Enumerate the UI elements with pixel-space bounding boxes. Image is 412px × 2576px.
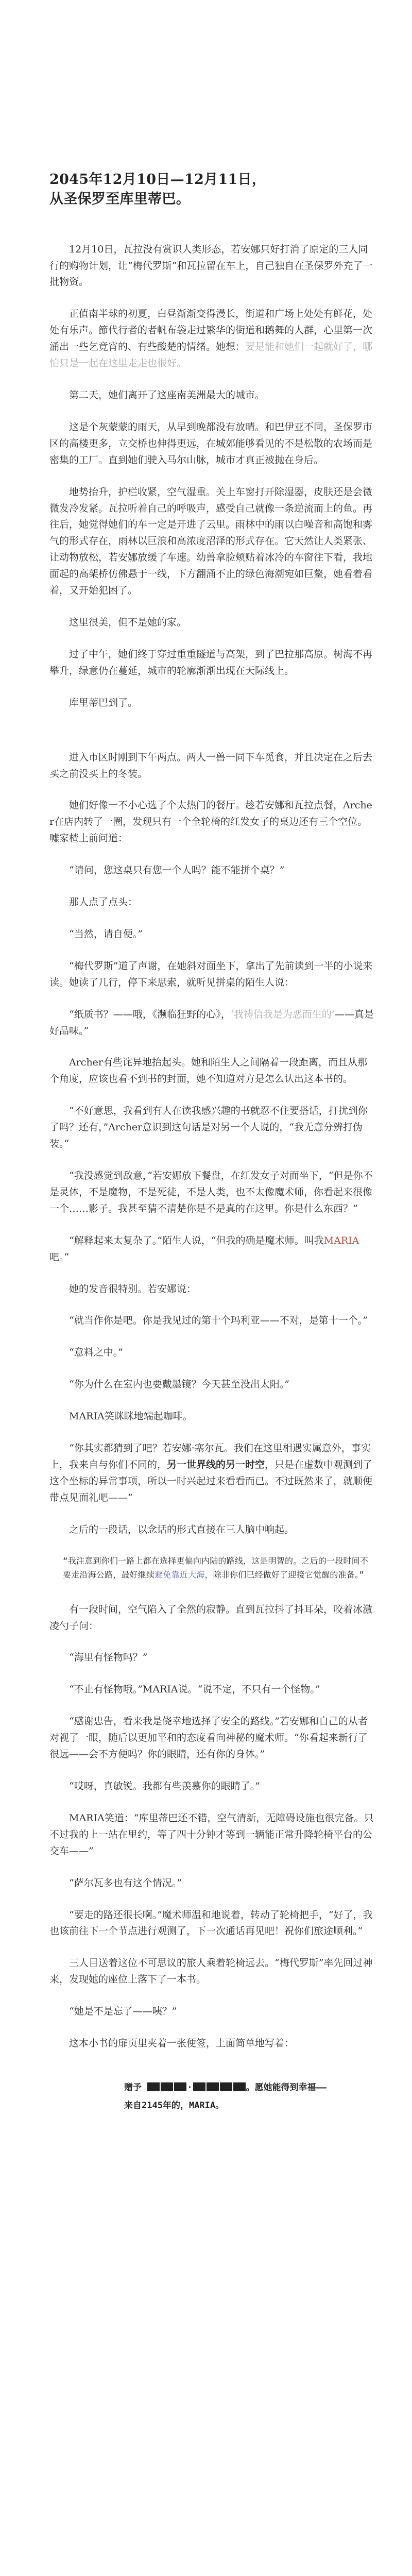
telepathic-message xyxy=(49,1554,375,1582)
dialogue-15: “萨尔瓦多也有这个情况。” xyxy=(69,1877,182,1889)
avoid-sea-highlight: 避免靠近大海 xyxy=(154,1570,205,1580)
paragraph-12: “梅代罗斯”道了声谢，在她斜对面坐下，拿出了先前读到一半的小说来读。她读了几行，停下来思索，就听见拼桌的陌生人说： xyxy=(49,960,373,988)
dialogue-8: “意料之中。” xyxy=(69,1347,123,1359)
signature-line-2: 来自2145年的，MARIA。 xyxy=(124,2100,225,2111)
paragraph-20: 这本小书的扉页里夹着一张便签，上面简单地写着： xyxy=(69,2038,295,2049)
paragraph-10: 她们好像一不小心选了个太热门的餐厅。趁若安娜和瓦拉点餐，Archer在店内转了一圈，发现只有一个全轮椅的红发女子的桌边还有三个空位。嘘家楂上前问道： xyxy=(49,800,372,844)
paragraph-2-thought: 要是能和她们一起就好了，哪怕只是一起在这里走走也很好。 xyxy=(49,341,373,369)
dialogue-10-c: ，只是在虚数中观测到了这个坐标的异常事项，所以一时兴起过来看看而已。不过既然来了，就顺便带点见面礼吧——” xyxy=(49,1459,373,1503)
dialogue-13: “感谢忠告，看来我是侥幸地选择了安全的路线。”若安娜和自己的从者对视了一眼，随后以更加平和的态度看向神秘的魔术师。“你看起来新行了很远——会不方便吗？你的眼睛，还有你的身体。” xyxy=(49,1716,368,1760)
dialogue-17: “她是不是忘了——咦？” xyxy=(69,2006,177,2018)
paragraph-15: MARIA笑眯眯地端起咖啡。 xyxy=(69,1411,193,1422)
paragraph-5: 地势抬升，护栏收紧，空气湿重。关上车窗打开除湿器，皮肤还是会微微发冷发紧。瓦拉听着自己的呼吸声，感受自己就像一条逆流而上的鱼。再往后，她觉得她们的车一定是开进了云里。雨林中的雨以白噪音和高饱和雾气的形式存在，雨林以巨浪和高浓度沼泽的形式存在。它天然让人类紧张、让动物放松，若安娜放缓了车速。幼兽拿脸颊贴着冰冷的车窗往下看，我地面起的高架桥仿佛悬于一线，下方翻涌不止的绿色海潮宛如巨鳌，她看着看着，又开始犯困了。 xyxy=(49,486,373,597)
section-break xyxy=(49,727,375,750)
signature-suffix: 。愿她能得到幸福—— xyxy=(246,2082,327,2093)
dialogue-3-c: ——真是好品味。” xyxy=(49,1008,374,1037)
paragraph-18: MARIA笑道：“库里蒂巴还不错，空气清新，无障碍设施也很完备。只不过我的上一站在里约，等了四十分钟才等到一辆能正常升降轮椅平台的公交车——” xyxy=(49,1812,374,1857)
signature-line-1: 赠予 · 。愿她能得到幸福—— xyxy=(124,2082,327,2093)
paragraph-19: 三人目送着这位不可思议的旅人乘着轮椅远去。“梅代罗斯”率先回过神来，发现她的座位上落下了一本书。 xyxy=(49,1957,373,1986)
paragraph-9: 进入市区时刚到下午两点。两人一兽一同下车觅食，并且决定在之后去买之前没买上的冬装。 xyxy=(49,751,373,779)
paragraph-2 xyxy=(49,306,375,372)
redaction-block-4 xyxy=(193,2082,205,2091)
paragraph-6: 这里很美，但不是她的家。 xyxy=(69,616,187,628)
note-signature xyxy=(49,2079,375,2115)
dialogue-4: “不好意思，我看到有人在读我感兴趣的书就忍不住要搭话，打扰到你了吗？还有，”Archer意识到这句话是对另一个人说的，“我无意分辨打伪装。” xyxy=(49,1105,368,1150)
paragraph-14: 她的发音很特别。若安娜说： xyxy=(69,1283,197,1295)
chapter-title xyxy=(49,170,375,210)
world-line-emphasis: 另一世界线的另一时空 xyxy=(167,1459,265,1470)
redaction-block-2 xyxy=(161,2082,173,2091)
dialogue-6-a: “解释起来太复杂了。”陌生人说，“但我的确是魔术师。叫我 xyxy=(69,1234,324,1246)
dialogue-3 xyxy=(49,1007,375,1040)
chapter-title-line-2: 从圣保罗至库里蒂巴。 xyxy=(49,191,190,208)
dialogue-7: “就当作你是吧。你是我见过的第十个玛利亚——不对，是第十一个。” xyxy=(69,1315,368,1327)
redaction-block-3 xyxy=(174,2082,186,2091)
redaction-block-1 xyxy=(147,2082,160,2091)
book-quote: ‘我祷信我是为恶而生的’ xyxy=(230,1008,335,1020)
paragraph-11: 那人点了点头： xyxy=(69,896,138,908)
paragraph-3: 第二天，她们离开了这座南美洲最大的城市。 xyxy=(69,389,265,401)
dialogue-14: “哎呀，真敏锐。我都有些羡慕你的眼睛了。” xyxy=(69,1780,260,1792)
dialogue-3-a: “纸质书？——哦，《濒临狂野的心》， xyxy=(69,1008,231,1020)
dialogue-16: “要走的路还很长啊。”魔术师温和地说着，转动了轮椅把手，“好了，我也该前往下一个节点进行观测了，下一次通话再见吧！祝你们旅途顺利。” xyxy=(49,1909,373,1937)
dialogue-6 xyxy=(49,1233,375,1266)
dialogue-5: “我没感觉到敌意，”若安娜放下餐盘，在红发女子对面坐下，“但是你不是灵体，不是魔物，不是死徒，不是人类，也不太像魔术师，你看起来很像一个……影子。我甚至猜不清楚你是不是真的在这里。你是什么东西？” xyxy=(49,1170,373,1214)
dialogue-10 xyxy=(49,1440,375,1506)
dialogue-10-a: “你其实都猜到了吧？若安娜·塞尔瓦。我们在这里相遇实属意外，事实上，我来自与你们不同的， xyxy=(49,1443,371,1470)
signature-prefix: 赠予 xyxy=(124,2082,142,2093)
dialogue-1: “请问，您这桌只有您一个人吗？能不能拼个桌？” xyxy=(69,865,285,876)
maria-name-highlight: MARIA xyxy=(323,1234,359,1246)
dialogue-6-c: 吧。” xyxy=(49,1251,70,1263)
dialogue-11: “海里有怪物吗？” xyxy=(69,1652,148,1664)
dialogue-12: “不止有怪物哦。”MARIA说。“说不定，不只有一个怪物。” xyxy=(69,1684,320,1696)
redaction-block-7 xyxy=(233,2082,246,2091)
paragraph-4: 这是个灰蒙蒙的雨天，从早到晚都没有放晴。和巴伊亚不同，圣保罗市区的高楼更多，立交桥也伸得更远，在城郊能够看见的不是松散的农场而是密集的工厂。直到她们驶入马尔山脉，城市才真正被抛在身后。 xyxy=(49,421,373,466)
paragraph-17: 有一段时间，空气陷入了全然的寂静。直到瓦拉抖了抖耳朵，咬着冰激凌勺子问： xyxy=(49,1603,373,1632)
dialogue-2: “当然，请自便。” xyxy=(69,928,143,940)
paragraph-7: 过了中午，她们终于穿过重重隧道与高架，到了巴拉那高原。树海不再攀升，绿意仍在蔓延，城市的轮廓渐渐出现在天际线上。 xyxy=(49,648,373,676)
redaction-block-5 xyxy=(207,2082,219,2091)
dialogue-9: “你为什么在室内也要戴墨镜？今天甚至没出太阳。” xyxy=(69,1379,289,1391)
paragraph-13: Archer有些诧异地抬起头。她和陌生人之间隔着一段距离，而且从那个角度，应该也看不到书的封面，她不知道对方是怎么认出这本书的。 xyxy=(49,1057,368,1085)
paragraph-8: 库里蒂巴到了。 xyxy=(69,697,138,708)
telepathic-message-a: “我注意到你们一路上都在选择更偏向内陆的路线，这是明智的。之后的一段时间不要走沿海公路，最好继续 xyxy=(63,1555,369,1580)
chapter-title-line-1: 2045年12月10日—12月11日， xyxy=(49,172,266,188)
paragraph-2-main: 正值南半球的初夏，白昼渐渐变得漫长，街道和广场上处处有鲜花，处处有乐声。節代行者的者帆布袋走过繁华的街道和鹅舞的人群，心里第一次涌出一些乞竟宵的、有些酸楚的情绪。她想： xyxy=(49,308,373,353)
paragraph-1: 12月10日，瓦拉没有赏识人类形态，若安娜只好打消了原定的三人同行的购物计划，让“梅代罗斯”和瓦拉留在车上，自己独自在圣保罗外充了一批物资。 xyxy=(49,243,373,288)
paragraph-16: 之后的一段话，以念话的形式直接在三人脑中响起。 xyxy=(69,1523,295,1535)
telepathic-message-c: ，除非你们已经做好了迎接它觉醒的准备。” xyxy=(204,1570,365,1580)
redaction-block-6 xyxy=(220,2082,232,2091)
